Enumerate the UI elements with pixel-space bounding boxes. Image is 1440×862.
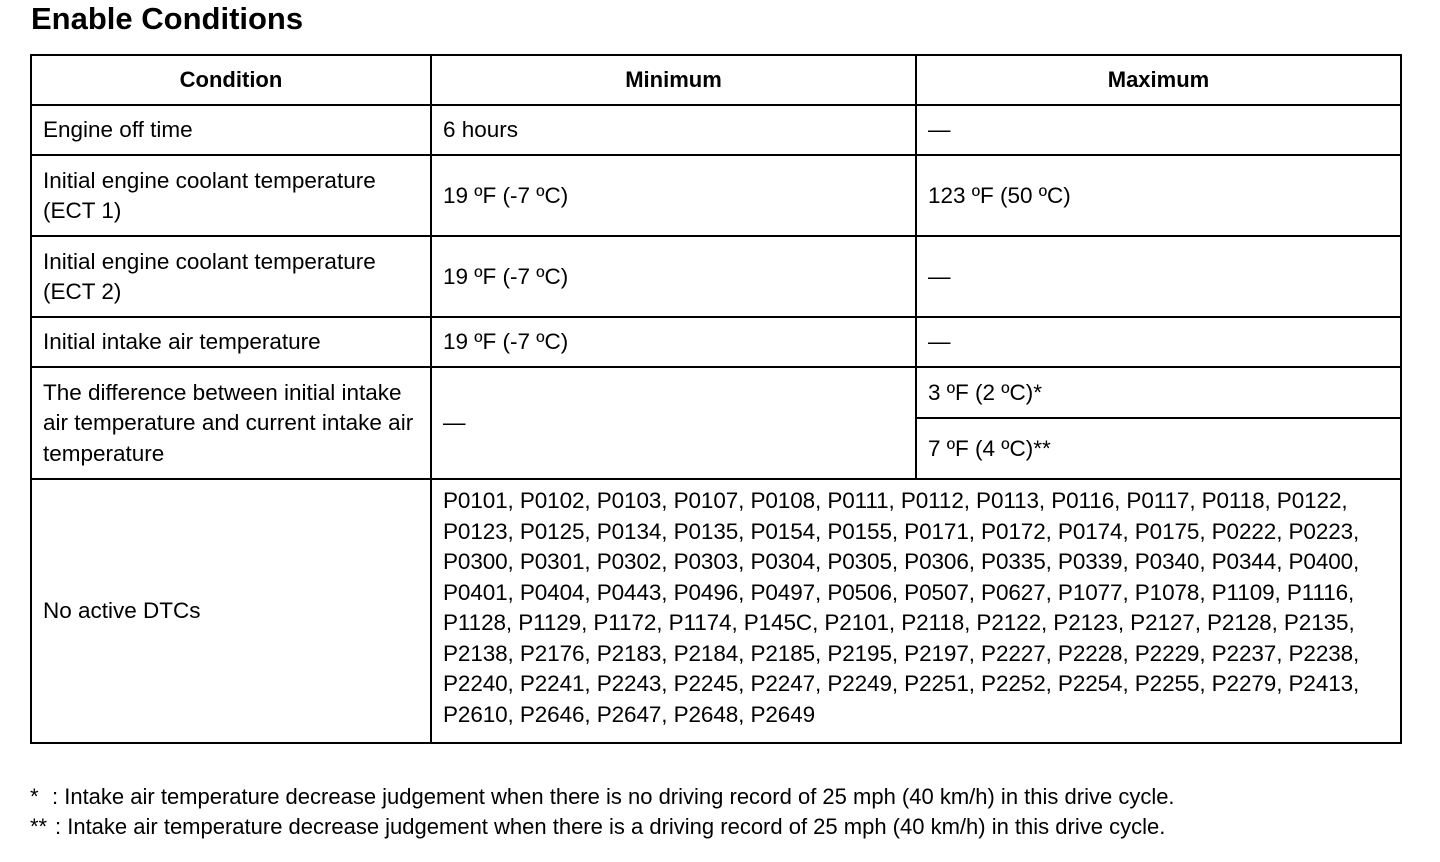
dtc-codes-cell: P0101, P0102, P0103, P0107, P0108, P0111, P0112, P0113, P0116, P0117, P0118, P0122, P0123, P0125, P0134, P0135, P0154, P0155, P0171, P0172, P0174, P0175, P0222, P0223, P0300, P0301, P0302, P0303, P0304, P0305, P0306, P0335, P0339, P0340, P0344, P0400, P0401, P0404, P0443, P0496, P0497, P0506, P0507, P0627, P1077, P1078, P1109, P1116, P1128, P1129, P1172, P1174, P145C, P2101, P2118, P2122, P2123, P2127, P2128, P2135, P2138, P2176, P2183, P2184, P2185, P2195, P2197, P2227, P2228, P2229, P2237, P2238, P2240, P2241, P2243, P2245, P2247, P2249, P2251, P2252, P2254, P2255, P2279, P2413, P2610, P2646, P2647, P2648, P2649: [431, 479, 1401, 743]
footnote-mark: **: [30, 814, 48, 839]
minimum-cell: 19 ºF (-7 ºC): [431, 155, 916, 236]
maximum-cell: —: [916, 105, 1401, 155]
maximum-cell: —: [916, 236, 1401, 317]
condition-cell: The difference between initial intake air temperature and current intake air temperature: [31, 367, 431, 479]
condition-cell: Initial intake air temperature: [31, 317, 431, 367]
header-minimum: Minimum: [431, 55, 916, 105]
page-title: Enable Conditions: [31, 1, 304, 36]
minimum-cell: 6 hours: [431, 105, 916, 155]
footnotes: [30, 782, 1175, 842]
table-row: [31, 479, 1401, 743]
table-row: [31, 367, 1401, 418]
condition-cell: Initial engine coolant temperature (ECT 2): [31, 236, 431, 317]
maximum-cell: 3 ºF (2 ºC)*: [916, 367, 1401, 418]
header-condition: Condition: [31, 55, 431, 105]
footnote-text: : Intake air temperature decrease judgement when there is a driving record of 25 mph (40 km/h) in this drive cycle.: [55, 814, 1166, 839]
maximum-cell: 7 ºF (4 ºC)**: [916, 418, 1401, 479]
condition-cell: Engine off time: [31, 105, 431, 155]
footnote: [30, 812, 1175, 842]
footnote: [30, 782, 1175, 812]
condition-cell: No active DTCs: [31, 479, 431, 743]
maximum-cell: 123 ºF (50 ºC): [916, 155, 1401, 236]
table-row: [31, 317, 1401, 367]
condition-cell: Initial engine coolant temperature (ECT 1): [31, 155, 431, 236]
footnote-text: : Intake air temperature decrease judgement when there is no driving record of 25 mph (40 km/h) in this drive cycle.: [52, 784, 1175, 809]
table-row: [31, 105, 1401, 155]
minimum-cell: 19 ºF (-7 ºC): [431, 236, 916, 317]
table-row: [31, 236, 1401, 317]
footnote-mark: *: [30, 784, 39, 809]
minimum-cell: 19 ºF (-7 ºC): [431, 317, 916, 367]
minimum-cell: —: [431, 367, 916, 479]
table-header-row: [31, 55, 1401, 105]
maximum-cell: —: [916, 317, 1401, 367]
table-row: [31, 155, 1401, 236]
enable-conditions-table: [30, 54, 1402, 744]
header-maximum: Maximum: [916, 55, 1401, 105]
